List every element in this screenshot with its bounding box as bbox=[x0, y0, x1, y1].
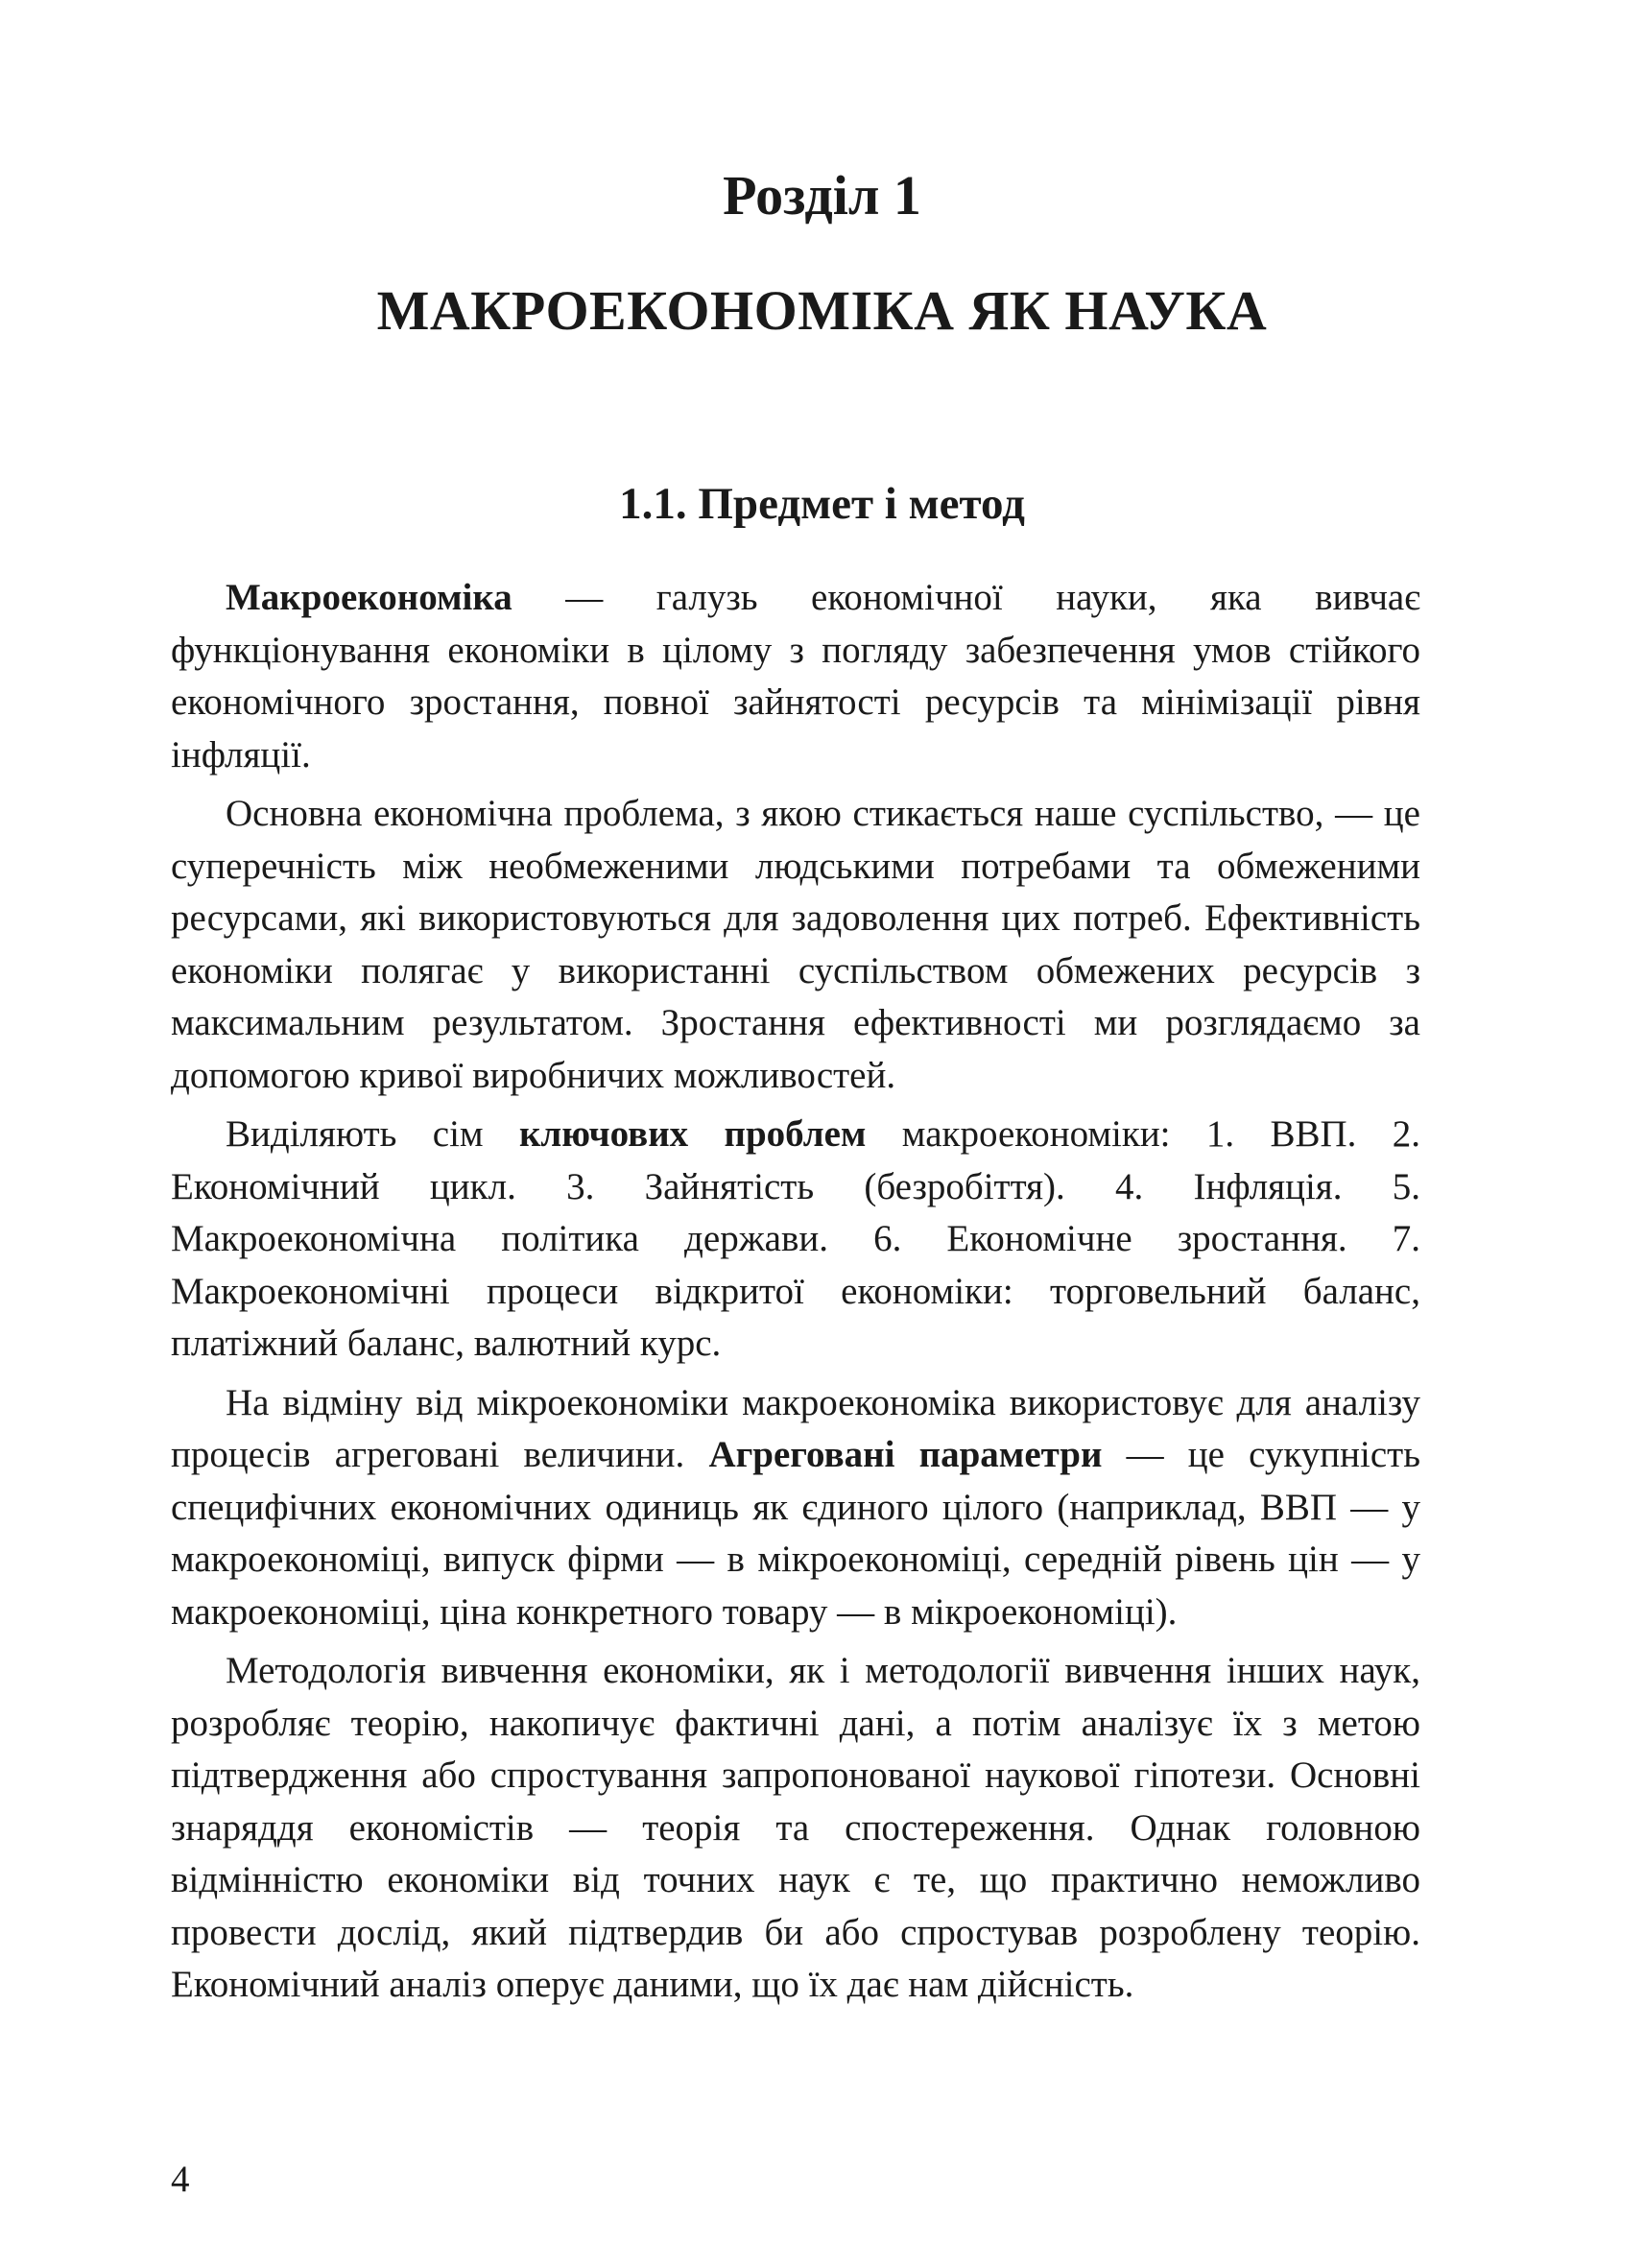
term-key-problems: ключових проблем bbox=[518, 1113, 867, 1155]
paragraph-definition-text: — галузь економічної науки, яка вивчає функціонування економіки в цілому з погляду забезпечення умов стійкого економічного зростання, повної зайнятості ресурсів та мінімізації рівня інфляції. bbox=[171, 577, 1420, 776]
term-aggregate-parameters: Агреговані параметри bbox=[708, 1434, 1103, 1475]
paragraph-aggregates-lead: На відміну від мікроекономіки макроекономіка використовує для аналізу процесів агреговані величини. bbox=[171, 1381, 1420, 1475]
paragraph-definition bbox=[171, 572, 1420, 781]
page-number: 4 bbox=[171, 2159, 190, 2200]
section-label: Розділ 1 bbox=[723, 164, 921, 227]
body-text bbox=[171, 572, 1420, 2018]
chapter-title: МАКРОЕКОНОМІКА ЯК НАУКА bbox=[376, 279, 1268, 342]
paragraph-methodology: Методологія вивчення економіки, як і методології вивчення інших наук, розробляє теорію, накопичує фактичні дані, а потім аналізує їх з метою підтвердження або спростування запропонованої наукової гіпотези. Основні знаряддя економістів — теорія та спостереження. Однак головною відмінністю економіки від точних наук є те, що практично неможливо провести дослід, який підтвердив би або спростував розроблену теорію. Економічний аналіз оперує даними, що їх дає нам дійсність. bbox=[171, 1650, 1420, 2005]
paragraph-aggregates bbox=[171, 1377, 1420, 1639]
paragraph-aggregates-text: — це сукупність специфічних економічних одиниць як єдиного цілого (наприклад, ВВП — у макроекономіці, випуск фірми — в мікроекономіці, середній рівень цін — у макроекономіці, ціна конкретного товару — в мікроекономіці). bbox=[171, 1434, 1421, 1633]
paragraph-key-problems bbox=[171, 1109, 1420, 1371]
paragraph-key-problems-lead: Виділяють сім bbox=[226, 1113, 519, 1155]
paragraph-economic-problem: Основна економічна проблема, з якою стикається наше суспільство, — це суперечність між необмеженими людськими потребами та обмеженими ресурсами, які використовуються для задоволення цих потреб. Ефективність економіки полягає у використанні суспільством обмежених ресурсів з максимальним результатом. Зростання ефективності ми розглядаємо за допомогою кривої виробничих можливостей. bbox=[171, 793, 1420, 1096]
paragraph-key-problems-list: макроекономіки: 1. ВВП. 2. Економічний цикл. 3. Зайнятість (безробіття). 4. Інфляція. 5. Макроекономічна політика держави. 6. Економічне зростання. 7. Макроекономічні процеси відкритої економіки: торговельний баланс, платіжний баланс, валютний курс. bbox=[171, 1113, 1420, 1364]
term-macroeconomics: Макроекономіка bbox=[226, 577, 512, 618]
subsection-title: 1.1. Предмет і метод bbox=[619, 479, 1025, 529]
